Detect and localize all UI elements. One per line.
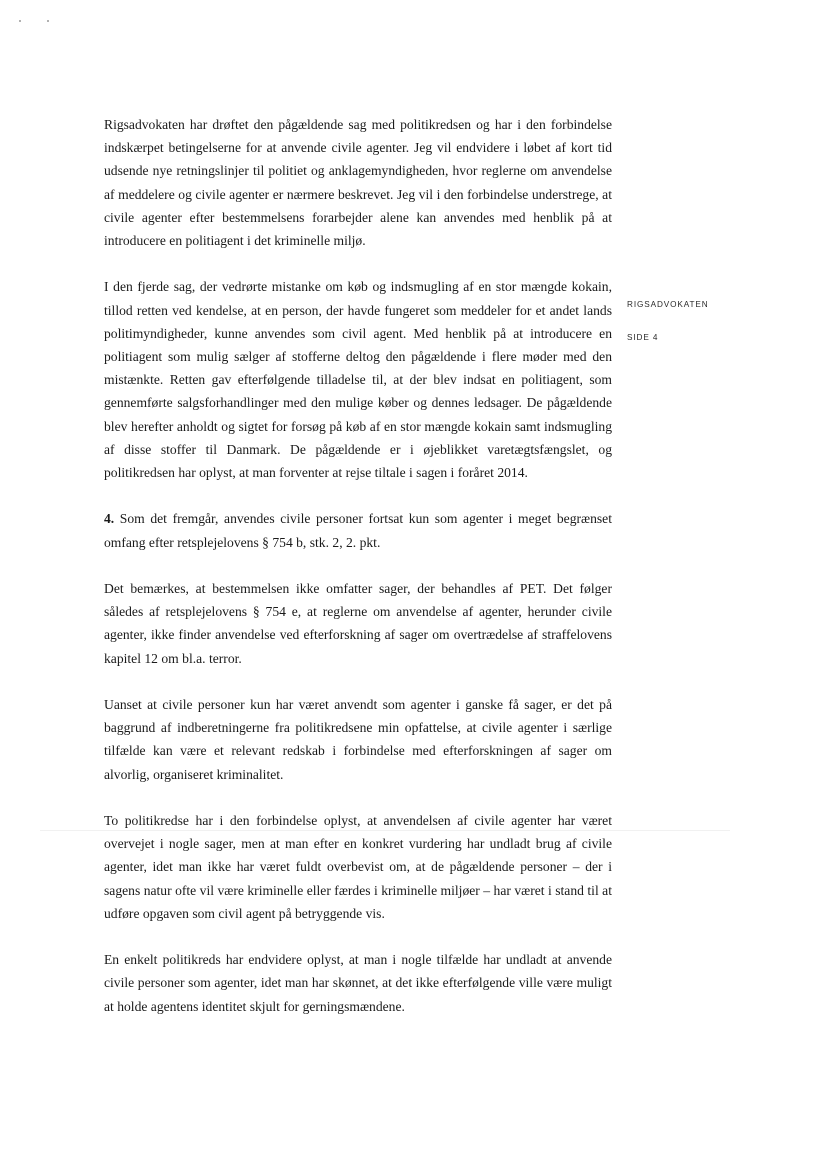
page-number: SIDE 4 [627, 333, 659, 342]
paragraph: Uanset at civile personer kun har været anvendt som agenter i ganske få sager, er det på baggrund af indberetningerne fra politikredsene min opfattelse, at civile agenter i særlige tilfælde kan være et relevant redskab i forbindelse med efterforskningen af sager om alvorlig, organiseret kriminalitet. [104, 697, 612, 782]
paragraph: I den fjerde sag, der vedrørte mistanke om køb og indsmugling af en stor mængde kokain, tillod retten ved kendelse, at en person, der havde fungeret som meddeler for et andet lands politimyndigheder, kunne anvendes som civil agent. Med henblik på at introducere en politiagent som mulig sælger af stofferne deltog den pågældende i flere møder med den mistænkte. Retten gav efterfølgende tilladelse til, at der blev indsat en politiagent, som gennemførte salgsforhandlinger med den mulige køber og dennes ledsager. De pågældende blev herefter anholdt og sigtet for forsøg på køb af en stor mængde kokain samt indsmugling af disse stoffer til Danmark. De pågældende er i øjeblikket varetægtsfængslet, og politikredsen har oplyst, at man forventer at rejse tiltale i sagen i foråret 2014. [104, 279, 612, 481]
section-paragraph [104, 507, 612, 553]
document-body [104, 113, 612, 1018]
section-text: Som det fremgår, anvendes civile personer fortsat kun som agenter i meget begrænset omfang efter retsplejelovens § 754 b, stk. 2, 2. pkt. [104, 511, 612, 550]
paragraph: Det bemærkes, at bestemmelsen ikke omfatter sager, der behandles af PET. Det følger således af retsplejelovens § 754 e, at reglerne om anvendelse af agenter, herunder civile agenter, ikke finder anvendelse ved efterforskning af sager om overtrædelse af straffelovens kapitel 12 om bl.a. terror. [104, 581, 612, 666]
paragraph: Rigsadvokaten har drøftet den pågældende sag med politikredsen og har i den forbindelse indskærpet betingelserne for at anvende civile agenter. Jeg vil endvidere i løbet af kort tid udsende nye retningslinjer til politiet og anklagemyndigheden, hvor reglerne om anvendelse af meddelere og civile agenter er nærmere beskrevet. Jeg vil i den forbindelse understrege, at civile agenter efter bestemmelsens forarbejder alene kan anvendes med henblik på at introducere en politiagent i det kriminelle miljø. [104, 117, 612, 249]
scan-speck [19, 20, 21, 22]
page-sidebar [627, 300, 709, 342]
section-number: 4. [104, 511, 115, 527]
scan-speck [47, 20, 49, 22]
organization-label: RIGSADVOKATEN [627, 300, 709, 309]
paragraph: To politikredse har i den forbindelse oplyst, at anvendelsen af civile agenter har været overvejet i nogle sager, men at man efter en konkret vurdering har undladt brug af civile agenter, idet man ikke har været fuldt overbevist om, at de pågældende personer – der i sagens natur ofte vil være kriminelle eller færdes i kriminelle miljøer – har været i stand til at udføre opgaven som civil agent på betryggende vis. [104, 813, 612, 921]
paragraph: En enkelt politikreds har endvidere oplyst, at man i nogle tilfælde har undladt at anvende civile personer som agenter, idet man har skønnet, at det ikke efterfølgende ville være muligt at holde agentens identitet skjult for gerningsmændene. [104, 952, 612, 1014]
